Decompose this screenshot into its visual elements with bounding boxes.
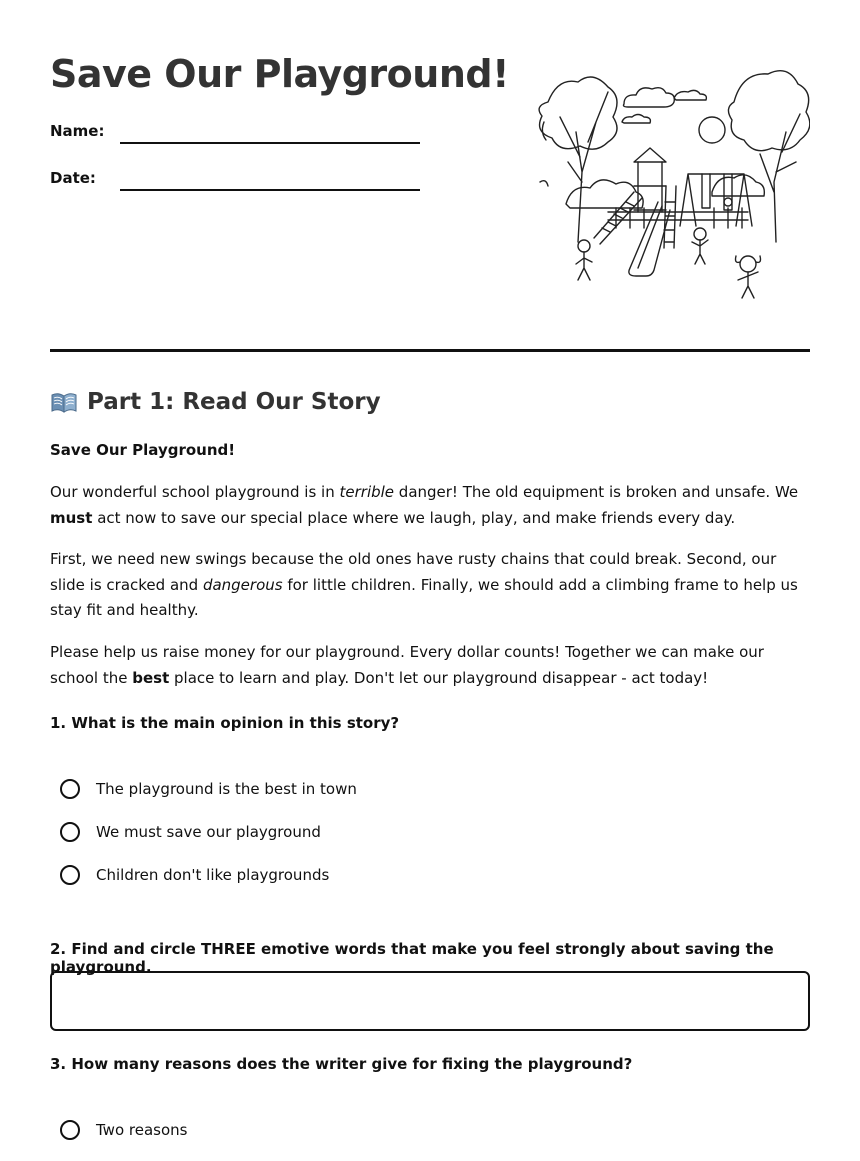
date-label: Date:: [50, 169, 96, 187]
emotive-word-must: must: [50, 508, 93, 527]
emotive-word-best: best: [132, 668, 170, 687]
radio-button[interactable]: [60, 865, 80, 885]
radio-button[interactable]: [60, 1120, 80, 1140]
radio-button[interactable]: [60, 822, 80, 842]
q1-option-1[interactable]: [60, 779, 357, 799]
option-label: Children don't like playgrounds: [96, 866, 330, 884]
question-1: 1. What is the main opinion in this story?: [50, 714, 400, 732]
radio-button[interactable]: [60, 779, 80, 799]
q2-answer-box[interactable]: [50, 971, 810, 1031]
story-paragraph-2: First, we need new swings because the old ones have rusty chains that could break. Second, our slide is cracked and dangerous for little children. Finally, we should add a climbing frame to help us stay fit and healthy.: [50, 550, 798, 619]
story-paragraph-3: Please help us raise money for our playground. Every dollar counts! Together we can make our school the best place to learn and play. Don't let our playground disappear - act today!: [50, 643, 764, 687]
book-icon: [50, 391, 78, 413]
option-label: Two reasons: [96, 1121, 188, 1139]
date-line[interactable]: [120, 189, 420, 191]
q3-option-1[interactable]: [60, 1120, 187, 1140]
option-label: We must save our playground: [96, 823, 321, 841]
emotive-word-terrible: terrible: [339, 483, 395, 501]
story-title: Save Our Playground!: [50, 441, 236, 459]
name-line[interactable]: [120, 142, 420, 144]
q1-option-2[interactable]: [60, 822, 321, 842]
name-label: Name:: [50, 122, 105, 140]
story-paragraph-1: Our wonderful school playground is in terrible danger! The old equipment is broken and unsafe. We must act now to save our special place where we laugh, play, and make friends every day.: [50, 483, 799, 527]
emotive-word-dangerous: dangerous: [202, 575, 283, 594]
playground-illustration: [538, 62, 810, 304]
question-2: 2. Find and circle THREE emotive words that make you feel strongly about saving the playground.: [50, 940, 774, 976]
part1-heading: [50, 389, 381, 415]
q1-option-3[interactable]: [60, 865, 329, 885]
question-3: 3. How many reasons does the writer give for fixing the playground?: [50, 1055, 633, 1073]
worksheet-page: [50, 0, 810, 1161]
worksheet-title: Save Our Playground!: [50, 52, 509, 96]
option-label: The playground is the best in town: [96, 780, 357, 798]
part1-heading-text: Part 1: Read Our Story: [87, 389, 381, 415]
section-divider: [50, 349, 810, 352]
